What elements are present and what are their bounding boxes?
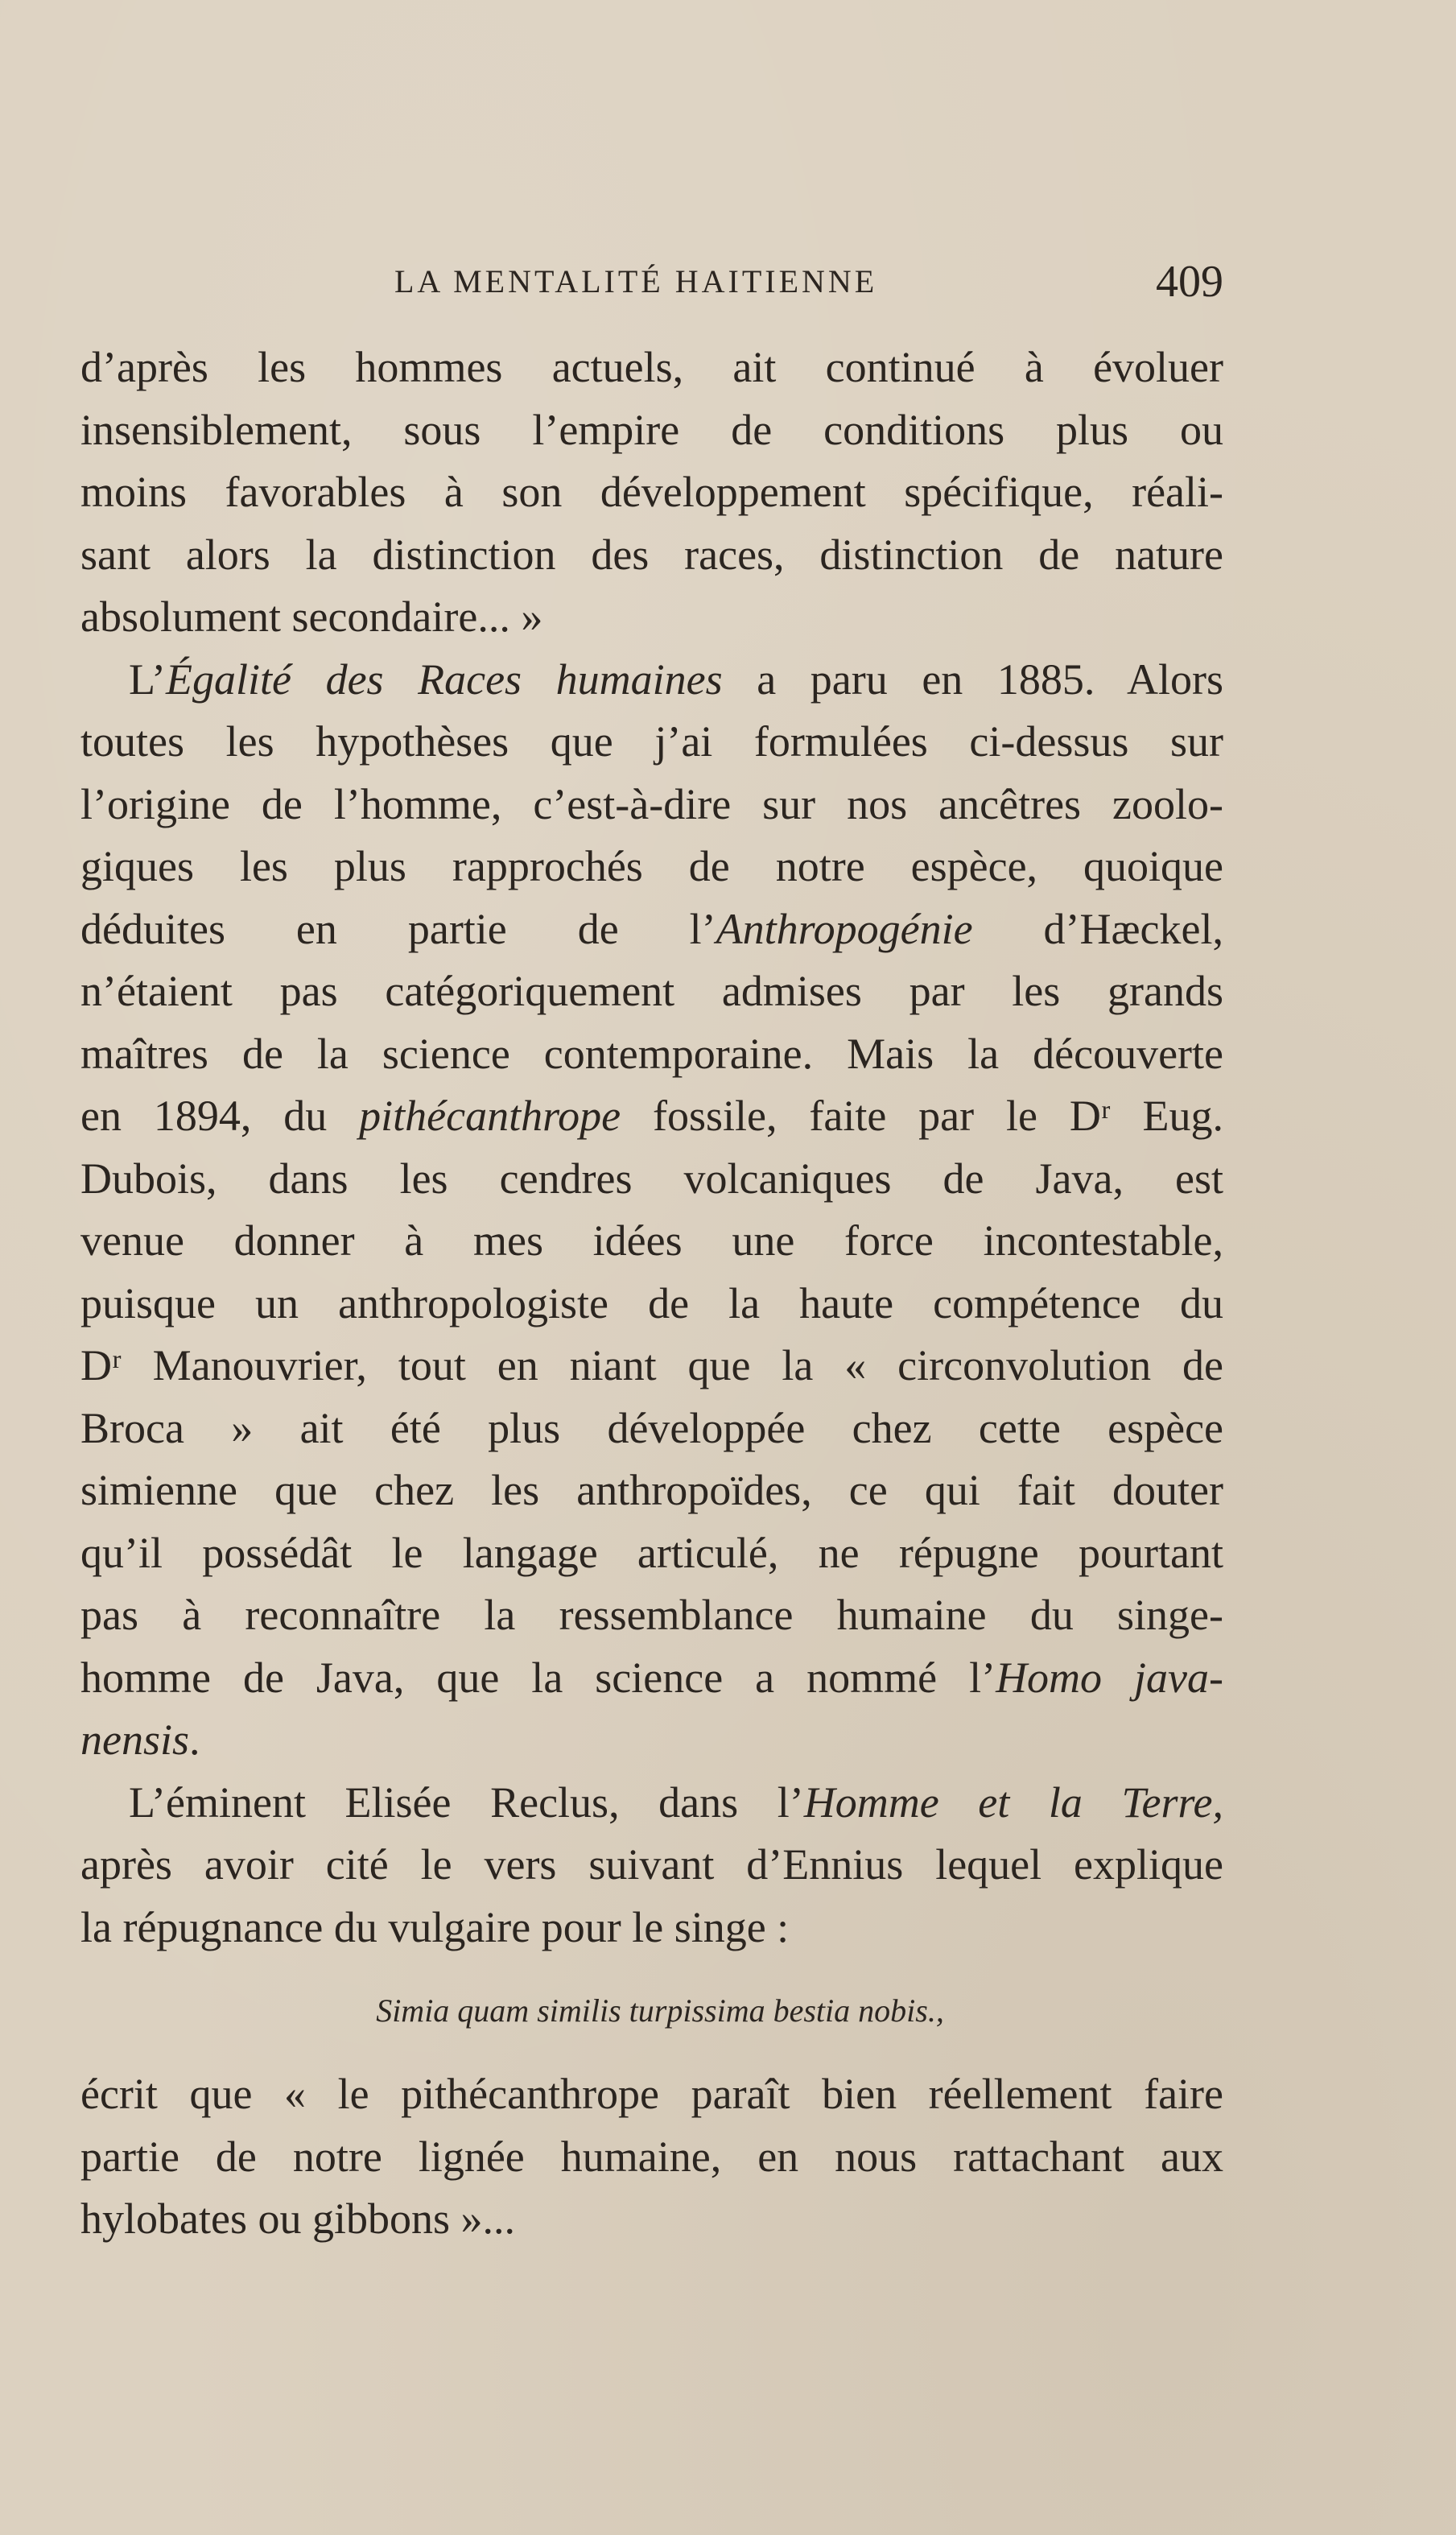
text-line: l’origine de l’homme, c’est-à-dire sur nos ancêtres zoolo- — [80, 779, 1223, 828]
text-line: d’après les hommes actuels, ait continué à évoluer — [80, 343, 1223, 391]
text-line: Dubois, dans les cendres volcaniques de Java, est — [80, 1154, 1223, 1203]
text-line: la répugnance du vulgaire pour le singe : — [80, 1902, 790, 1951]
book-title-italic: Anthropogénie — [716, 904, 973, 953]
text-line: n’étaient pas catégoriquement admises par les grands — [80, 967, 1223, 1015]
text-line: toutes les hypothèses que j’ai formulées ci-dessus sur — [80, 717, 1223, 766]
text-fragment: fossile, faite par le Dʳ Eug. — [621, 1092, 1224, 1140]
text-line: maîtres de la science contemporaine. Mais la découverte — [80, 1029, 1223, 1078]
text-line: partie de notre lignée humaine, en nous rattachant aux — [80, 2132, 1223, 2181]
text-line: hylobates ou gibbons »... — [80, 2194, 515, 2243]
page-number: 409 — [1156, 257, 1223, 307]
text-line: puisque un anthropologiste de la haute compétence du — [80, 1278, 1223, 1327]
text-line: insensiblement, sous l’empire de conditions plus ou — [80, 405, 1223, 454]
text-line: après avoir cité le vers suivant d’Ennius lequel explique — [80, 1840, 1223, 1889]
text-line — [80, 1085, 1223, 1148]
text-fragment: d’Hæckel, — [972, 904, 1223, 953]
term-italic: nensis — [80, 1715, 189, 1764]
text-fragment: homme de Java, que la science a nommé l’ — [80, 1653, 996, 1702]
text-fragment: . — [189, 1715, 200, 1764]
book-title-italic: Homme et la Terre, — [803, 1777, 1223, 1827]
text-fragment: déduites en partie de l’ — [80, 904, 716, 953]
page-header — [80, 256, 1223, 307]
text-line: sant alors la distinction des races, distinction de nature — [80, 530, 1223, 579]
running-title: LA MENTALITÉ HAITIENNE — [394, 263, 878, 299]
text-line — [80, 1647, 1223, 1710]
text-line: Dʳ Manouvrier, tout en niant que la « circonvolution de — [80, 1341, 1223, 1389]
text-line: qu’il possédât le langage articulé, ne répugne pourtant — [80, 1528, 1223, 1577]
term-italic: pithécanthrope — [359, 1092, 621, 1140]
text-fragment: L’ — [129, 654, 167, 704]
text-line: venue donner à mes idées une force incontestable, — [80, 1216, 1223, 1265]
body-text — [80, 336, 1223, 2251]
text-line — [80, 898, 1223, 961]
text-line: Broca » ait été plus développée chez cette espèce — [80, 1403, 1223, 1452]
term-italic: Homo java- — [996, 1653, 1223, 1702]
text-fragment: en 1894, du — [80, 1092, 360, 1140]
text-line — [80, 649, 1223, 712]
text-line: pas à reconnaître la ressemblance humaine du singe- — [80, 1591, 1223, 1639]
text-line: écrit que « le pithécanthrope paraît bien réellement faire — [80, 2070, 1223, 2118]
text-fragment: L’éminent Elisée Reclus, dans l’ — [129, 1777, 804, 1827]
text-line — [80, 1772, 1223, 1835]
text-line: absolument secondaire... » — [80, 592, 543, 641]
text-line: moins favorables à son développement spécifique, réali- — [80, 468, 1223, 516]
latin-verse-quote: Simia quam similis turpissima bestia nobis., — [376, 1992, 944, 2029]
text-fragment: a paru en 1885. Alors — [722, 654, 1223, 704]
book-title-italic: Égalité des Races humaines — [166, 654, 723, 704]
text-line: giques les plus rapprochés de notre espèce, quoique — [80, 842, 1223, 890]
text-line — [80, 1709, 1223, 1772]
text-line: simienne que chez les anthropoïdes, ce qui fait douter — [80, 1466, 1223, 1514]
